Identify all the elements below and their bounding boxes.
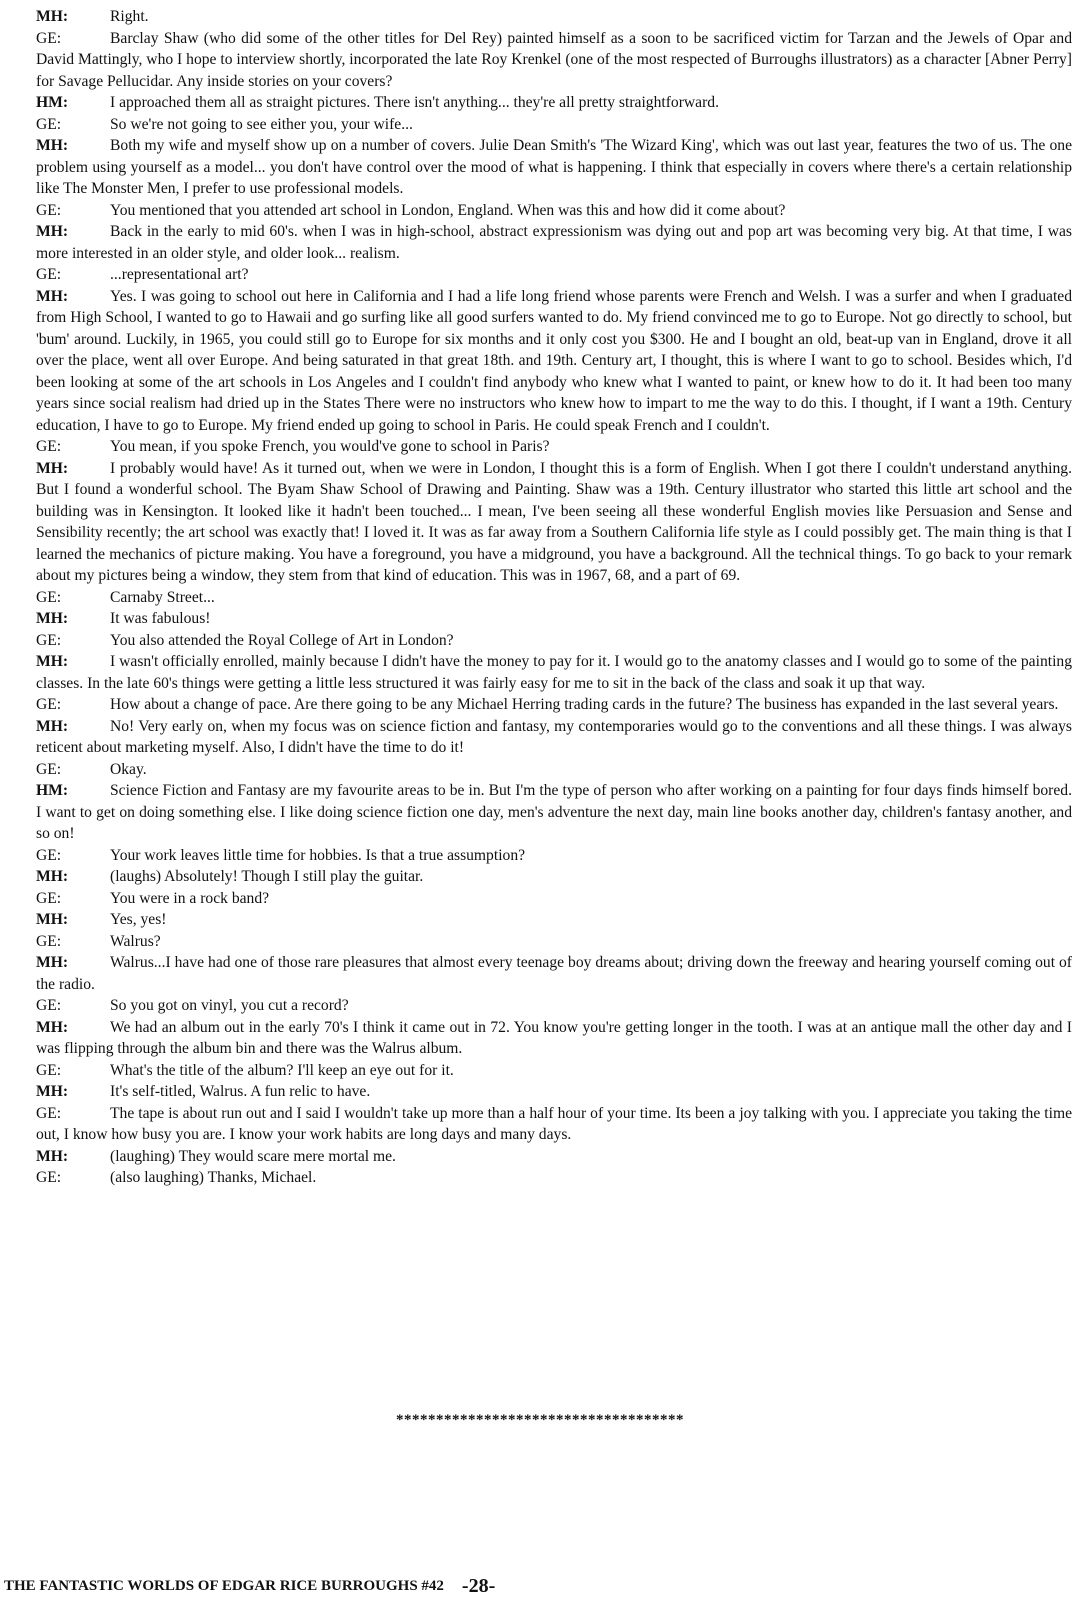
interview-entry — [36, 608, 1072, 630]
speaker-label: GE: — [36, 696, 62, 713]
interview-entry — [36, 200, 1072, 222]
entry-text: Right. — [110, 8, 149, 25]
entry-text: Okay. — [110, 760, 147, 778]
interview-entry — [36, 630, 1072, 652]
entry-text: I probably would have! As it turned out, when we were in London, I thought this is a form of English. When I got there I couldn't understand anything. But I found a wonderful school. The Byam Shaw School of Drawing and Painting. Shaw was a 19th. Century illustrator who started this little art school and the building was in Kensington. It looked like it hadn't been touched... I mean, I've been seeing all these wonderful English movies like Persuasion and Sense and Sensibility recently; the art school was exactly that! I loved it. It was as far away from a Southern California life style as I could possibly get. The main thing is that I learned the mechanics of picture making. You have a foreground, you have a midground, you have a background. All the technical things. To go back to your remark about my pictures being a window, they stem from that kind of education. This was in 1967, 68, and a part of 69. — [36, 459, 1072, 584]
section-divider: ************************************ — [396, 1412, 684, 1428]
interview-entry — [36, 931, 1072, 953]
interview-entry — [36, 909, 1072, 931]
speaker-label: GE: — [36, 588, 62, 606]
speaker-label: GE: — [36, 997, 62, 1014]
interview-entry — [36, 286, 1072, 437]
entry-text: I approached them all as straight pictures. There isn't anything... they're all pretty straightforward. — [110, 94, 719, 111]
entry-text: Science Fiction and Fantasy are my favourite areas to be in. But I'm the type of person who after working on a painting for four days finds himself bored. I want to get on doing something else. I like doing science fiction one day, men's adventure the next day, main line books another day, children's fantasy another, and so on! — [36, 782, 1072, 842]
entry-text: ...representational art? — [110, 266, 249, 283]
interview-entry — [36, 888, 1072, 910]
entry-text: So you got on vinyl, you cut a record? — [110, 997, 349, 1014]
entry-text: So we're not going to see either you, your wife... — [110, 115, 413, 133]
entry-text: (laughing) They would scare mere mortal me. — [110, 1147, 396, 1165]
speaker-label: MH: — [36, 137, 69, 154]
page-number: -28- — [461, 1575, 496, 1597]
speaker-label: GE: — [36, 115, 62, 133]
interview-entry — [36, 458, 1072, 587]
interview-entry — [36, 694, 1072, 716]
interview-entry — [36, 651, 1072, 694]
speaker-label: GE: — [36, 438, 62, 455]
interview-entry — [36, 587, 1072, 609]
entry-text: Walrus...I have had one of those rare pleasures that almost every teenage boy dreams about; driving down the freeway and hearing yourself coming out of the radio. — [36, 954, 1072, 993]
entry-text: It was fabulous! — [110, 610, 211, 627]
speaker-label: MH: — [36, 653, 69, 670]
entry-text: You were in a rock band? — [110, 889, 270, 907]
entry-text: You mean, if you spoke French, you would've gone to school in Paris? — [110, 438, 550, 455]
speaker-label: MH: — [36, 1147, 69, 1165]
entry-text: Walrus? — [110, 932, 161, 950]
speaker-label: GE: — [36, 201, 62, 219]
interview-entry — [36, 221, 1072, 264]
speaker-label: GE: — [36, 932, 62, 950]
interview-entry — [36, 6, 1072, 28]
interview-entry — [36, 436, 1072, 458]
interview-entry — [36, 845, 1072, 867]
interview-entry — [36, 1103, 1072, 1146]
interview-entry — [36, 264, 1072, 286]
interview-entry — [36, 780, 1072, 845]
entry-text: I wasn't officially enrolled, mainly because I didn't have the money to pay for it. I would go to the anatomy classes and I would go to some of the painting classes. In the late 60's things were getting a little less structured it was fairly easy for me to sit in the back of the class and soak it up that way. — [36, 653, 1072, 692]
interview-entry — [36, 995, 1072, 1017]
entry-text: What's the title of the album? I'll keep an eye out for it. — [110, 1061, 454, 1079]
speaker-label: GE: — [36, 846, 62, 864]
entry-text: Yes, yes! — [110, 911, 167, 928]
interview-entry — [36, 952, 1072, 995]
interview-entry — [36, 1060, 1072, 1082]
interview-entry — [36, 716, 1072, 759]
speaker-label: GE: — [36, 631, 62, 649]
interview-entry — [36, 866, 1072, 888]
entry-text: You mentioned that you attended art school in London, England. When was this and how did it come about? — [110, 201, 786, 219]
speaker-label: GE: — [36, 760, 62, 778]
speaker-label: MH: — [36, 8, 69, 25]
entry-text: We had an album out in the early 70's I think it came out in 72. You know you're getting longer in the tooth. I was at an antique mall the other day and I was flipping through the album bin and there was the Walrus album. — [36, 1018, 1072, 1057]
speaker-label: GE: — [36, 1169, 62, 1186]
speaker-label: HM: — [36, 94, 69, 111]
interview-entry — [36, 1146, 1072, 1168]
speaker-label: MH: — [36, 954, 69, 971]
speaker-label: MH: — [36, 459, 69, 477]
speaker-label: MH: — [36, 911, 69, 928]
speaker-label: MH: — [36, 1018, 69, 1036]
entry-text: Carnaby Street... — [110, 588, 215, 606]
interview-entry — [36, 28, 1072, 93]
speaker-label: MH: — [36, 610, 69, 627]
entry-text: Yes. I was going to school out here in California and I had a life long friend whose parents were French and Welsh. I was a surfer and when I graduated from High School, I wanted to go to Hawaii and go surfing like all good surfers wanted to do. My friend convinced me to go to Europe. Not go directly to school, but 'bum' around. Luckily, in 1965, you could still go to Europe for six months and it only cost you $300. He and I bought an old, beat-up van in England, drove it all over the place, went all over Europe. And being saturated in that great 18th. and 19th. Century art, I thought, this is where I want to go to school. Besides which, I'd been looking at some of the art schools in Los Angeles and I couldn't find anybody who knew what I wanted to paint, or knew how to do it. It had been too many years since social realism had dried up in the States There were no instructors who knew how to impart to me the way to do this. I thought, if I want a 19th. Century education, I have to go to Europe. My friend ended up going to school in Paris. He could speak French and I couldn't. — [36, 287, 1072, 434]
speaker-label: GE: — [36, 889, 62, 907]
interview-entry — [36, 92, 1072, 114]
speaker-label: GE: — [36, 29, 62, 47]
entry-text: How about a change of pace. Are there going to be any Michael Herring trading cards in the future? The business has expanded in the last several years. — [110, 696, 1059, 713]
entry-text: (also laughing) Thanks, Michael. — [110, 1169, 317, 1186]
entry-text: Both my wife and myself show up on a number of covers. Julie Dean Smith's 'The Wizard King', which was out last year, features the two of us. The one problem using yourself as a model... you don't have control over the mood of what is happening. I think that especially in covers where there's a certain relationship like The Monster Men, I prefer to use professional models. — [36, 137, 1072, 197]
interview-transcript — [36, 6, 1072, 1189]
speaker-label: GE: — [36, 1061, 62, 1079]
speaker-label: MH: — [36, 1083, 69, 1100]
entry-text: Your work leaves little time for hobbies. Is that a true assumption? — [110, 846, 526, 864]
interview-entry — [36, 1081, 1072, 1103]
entry-text: No! Very early on, when my focus was on science fiction and fantasy, my contemporaries would go to the conventions and all these things. I was always reticent about marketing myself. Also, I didn't have the time to do it! — [36, 717, 1072, 756]
entry-text: It's self-titled, Walrus. A fun relic to have. — [110, 1083, 371, 1100]
interview-entry — [36, 135, 1072, 200]
entry-text: Barclay Shaw (who did some of the other titles for Del Rey) painted himself as a soon to be sacrificed victim for Tarzan and the Jewels of Opar and David Mattingly, who I hope to interview shortly, incorporated the late Roy Krenkel (one of the most respected of Burroughs illustrators) as a character [Abner Perry] for Savage Pellucidar. Any inside stories on your covers? — [36, 29, 1072, 90]
speaker-label: GE: — [36, 1104, 62, 1122]
entry-text: The tape is about run out and I said I wouldn't take up more than a half hour of your time. Its been a joy talking with you. I appreciate you taking the time out, I know how busy you are. I know your work habits are long days and many days. — [36, 1104, 1072, 1143]
speaker-label: MH: — [36, 287, 69, 305]
speaker-label: HM: — [36, 782, 69, 799]
interview-entry — [36, 1017, 1072, 1060]
page-footer — [4, 1573, 495, 1596]
entry-text: (laughs) Absolutely! Though I still play the guitar. — [110, 868, 424, 885]
speaker-label: GE: — [36, 266, 62, 283]
interview-entry — [36, 114, 1072, 136]
entry-text: Back in the early to mid 60's. when I was in high-school, abstract expressionism was dying out and pop art was becoming very big. At that time, I was more interested in an older style, and older look... realism. — [36, 223, 1072, 262]
interview-entry — [36, 1167, 1072, 1189]
entry-text: You also attended the Royal College of Art in London? — [110, 631, 454, 649]
speaker-label: MH: — [36, 223, 69, 240]
speaker-label: MH: — [36, 868, 69, 885]
interview-entry — [36, 759, 1072, 781]
publication-title: THE FANTASTIC WORLDS OF EDGAR RICE BURROUGHS #42 — [4, 1578, 444, 1594]
speaker-label: MH: — [36, 717, 69, 735]
